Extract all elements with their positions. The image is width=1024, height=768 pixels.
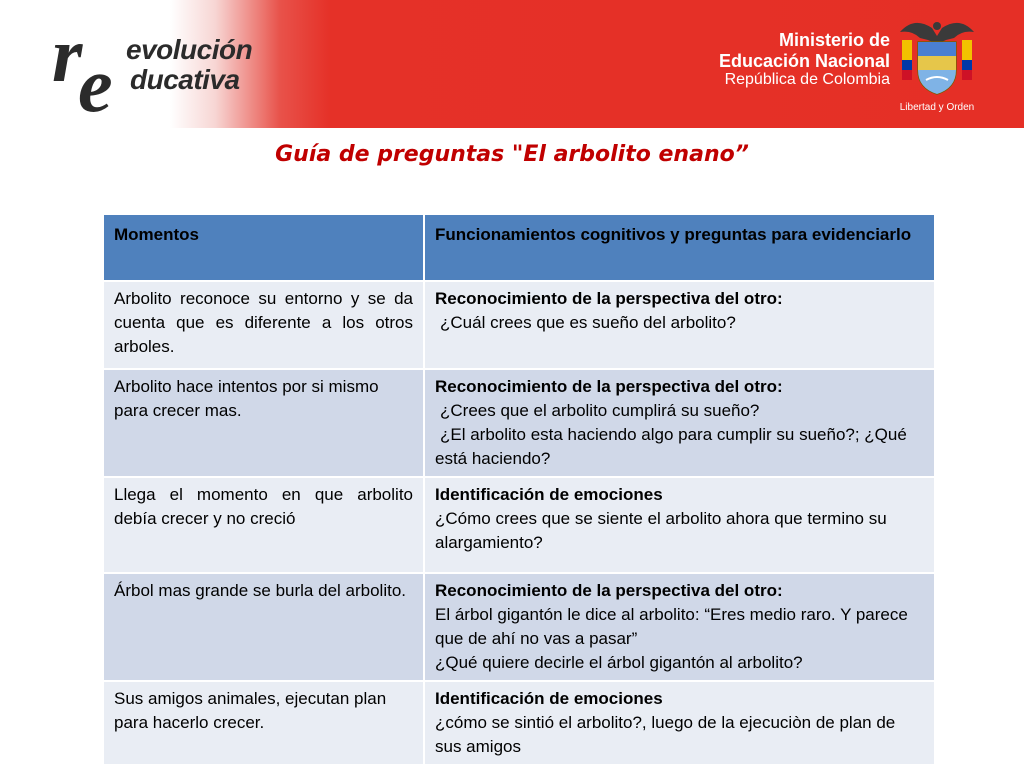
question-text: ¿El arbolito esta haciendo algo para cumplir su sueño?; ¿Qué está haciendo? <box>435 425 907 468</box>
coat-of-arms-icon <box>896 14 978 96</box>
column-header-momentos: Momentos <box>104 215 424 281</box>
questions-cell <box>424 681 935 765</box>
logo-text-line2: ducativa <box>130 64 240 95</box>
category-label: Reconocimiento de la perspectiva del otro: <box>435 289 783 308</box>
questions-cell <box>424 369 935 477</box>
question-text: ¿cómo se sintió el arbolito?, luego de la ejecuciòn de plan de sus amigos <box>435 713 896 756</box>
moment-cell: Llega el momento en que arbolito debía crecer y no creció <box>104 477 424 573</box>
questions-cell <box>424 573 935 681</box>
table-row <box>104 573 935 681</box>
questions-cell <box>424 281 935 369</box>
ministry-line3: República de Colombia <box>724 71 890 89</box>
category-label: Reconocimiento de la perspectiva del otro: <box>435 581 783 600</box>
questions-cell <box>424 477 935 573</box>
table-row <box>104 477 935 573</box>
header-banner <box>0 0 1024 128</box>
ministry-name <box>700 30 890 90</box>
category-label: Reconocimiento de la perspectiva del otro: <box>435 377 783 396</box>
logo-letter-e: e <box>78 41 113 128</box>
question-text: ¿Cómo crees que se siente el arbolito ahora que termino su alargamiento? <box>435 509 887 552</box>
category-label: Identificación de emociones <box>435 485 663 504</box>
moment-cell: Árbol mas grande se burla del arbolito. <box>104 573 424 681</box>
logo-letter-r: r <box>52 11 79 98</box>
questions-table <box>104 215 936 766</box>
question-text: ¿Crees que el arbolito cumplirá su sueño? <box>440 401 760 420</box>
category-label: Identificación de emociones <box>435 689 663 708</box>
page-title: Guía de preguntas "El arbolito enano” <box>275 142 749 167</box>
moment-cell: Arbolito hace intentos por si mismo para crecer mas. <box>104 369 424 477</box>
ministry-line1: Ministerio de <box>778 30 890 50</box>
logo-text-line1: evolución <box>126 34 253 65</box>
table-header-row <box>104 215 935 281</box>
revolucion-educativa-logo <box>52 11 292 128</box>
question-text: ¿Qué quiere decirle el árbol gigantón al arbolito? <box>435 653 803 672</box>
table-row <box>104 681 935 765</box>
column-header-funcionamientos: Funcionamientos cognitivos y preguntas para evidenciarlo <box>424 215 935 281</box>
table-row <box>104 281 935 369</box>
question-text: El árbol gigantón le dice al arbolito: “Eres medio raro. Y parece que de ahí no vas a pasar” <box>435 605 908 648</box>
moment-cell: Arbolito reconoce su entorno y se da cuenta que es diferente a los otros arboles. <box>104 281 424 369</box>
ministry-line2: Educación Nacional <box>718 50 890 71</box>
motto-text: Libertad y Orden <box>899 102 975 113</box>
moment-cell: Sus amigos animales, ejecutan plan para hacerlo crecer. <box>104 681 424 765</box>
table-row <box>104 369 935 477</box>
question-text: ¿Cuál crees que es sueño del arbolito? <box>440 313 736 332</box>
